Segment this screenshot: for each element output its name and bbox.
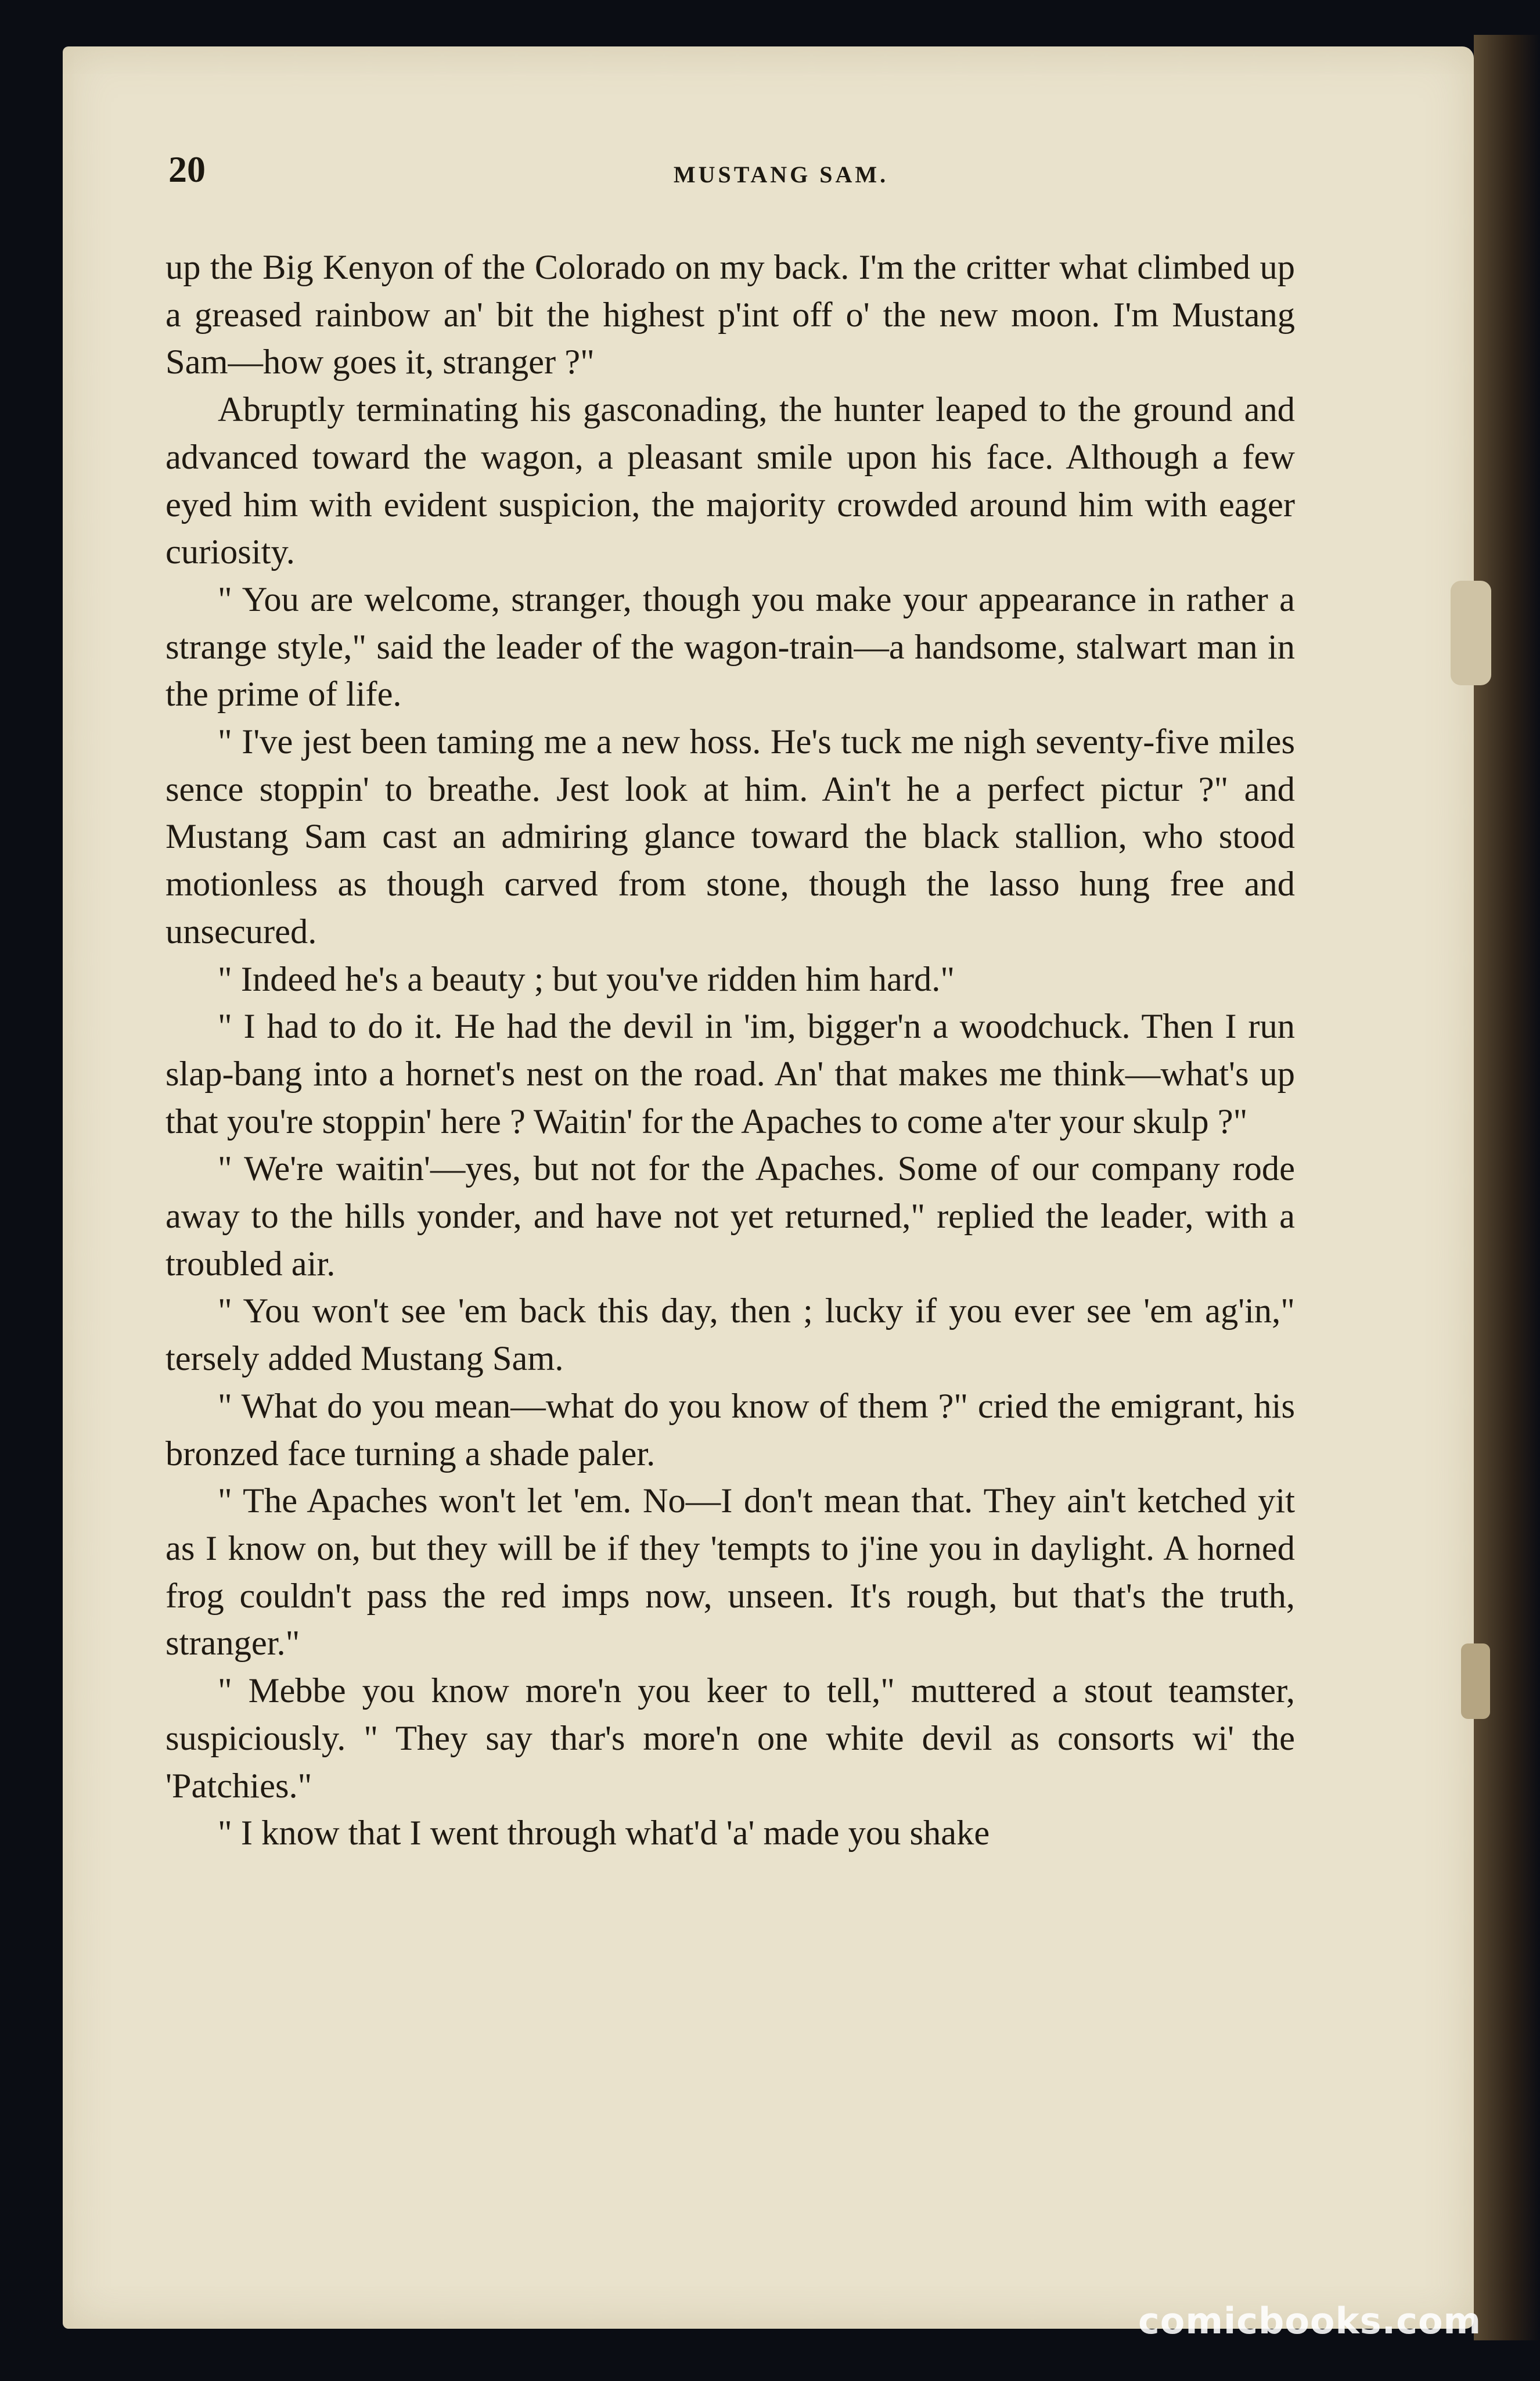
paragraph: Abruptly terminating his gasconading, the hunter leaped to the ground and advanced toward the wagon, a pleasant smile upon his face. Although a few eyed him with evident suspicion, the majority crowded around him with eager curiosity. — [165, 390, 1295, 572]
paragraph: " You won't see 'em back this day, then ; lucky if you ever see 'em ag'in," tersely added Mustang Sam. — [165, 1292, 1295, 1379]
paragraph: up the Big Kenyon of the Colorado on my back. I'm the critter what climbed up a greased rainbow an' bit the highest p'int off o' the new moon. I'm Mustang Sam—how goes it, stranger ?" — [165, 248, 1295, 382]
paragraph: " We're waitin'—yes, but not for the Apaches. Some of our company rode away to the hills yonder, and have not yet returned," replied the leader, with a troubled air. — [165, 1149, 1295, 1283]
page-edge-tab — [1461, 1643, 1490, 1719]
page-edge-tab — [1451, 581, 1491, 685]
paragraph: " You are welcome, stranger, though you make your appearance in rather a strange style," said the leader of the wagon-train—a handsome, stalwart man in the prime of life. — [165, 580, 1295, 714]
site-watermark: comicbooks.com — [1138, 2300, 1482, 2342]
paragraph: " The Apaches won't let 'em. No—I don't mean that. They ain't ketched yit as I know on, but they will be if they 'tempts to j'ine you in daylight. A horned frog couldn't pass the red imps now, unseen. It's rough, but that's the truth, stranger." — [165, 1481, 1295, 1663]
paragraph: " I've jest been taming me a new hoss. He's tuck me nigh seventy-five miles sence stoppin' to breathe. Jest look at him. Ain't he a perfect pictur ?" and Mustang Sam cast an admiring glance toward the black stallion, who stood motionless as though carved from stone, though the lasso hung free and unsecured. — [165, 722, 1295, 951]
page-number: 20 — [168, 149, 206, 190]
running-title: MUSTANG SAM. — [673, 161, 889, 188]
paragraph: " What do you mean—what do you know of them ?" cried the emigrant, his bronzed face turning a shade paler. — [165, 1386, 1295, 1473]
body-text — [165, 244, 1295, 1857]
book-binding — [1474, 35, 1540, 2340]
paragraph: " Indeed he's a beauty ; but you've ridden him hard." — [218, 959, 955, 999]
paragraph: " I had to do it. He had the devil in 'im, bigger'n a woodchuck. Then I run slap-bang into a hornet's nest on the road. An' that makes me think—what's up that you're stoppin' here ? Waitin' for the Apaches to come a'ter your skulp ?" — [165, 1007, 1295, 1141]
running-head — [168, 148, 1324, 200]
paragraph: " Mebbe you know more'n you keer to tell," muttered a stout teamster, suspiciously. " They say thar's more'n one white devil as consorts wi' the 'Patchies." — [165, 1671, 1295, 1805]
paragraph: " I know that I went through what'd 'a' made you shake — [218, 1814, 990, 1853]
